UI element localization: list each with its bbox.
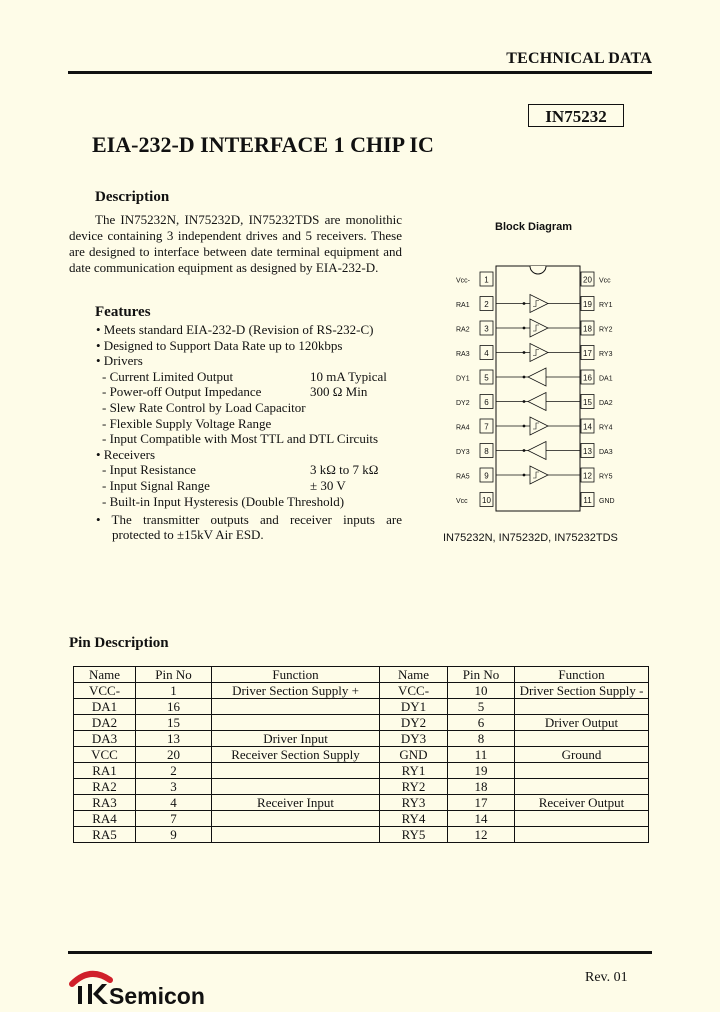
table-cell: RA1 — [74, 763, 136, 779]
table-cell — [515, 811, 649, 827]
table-cell — [212, 811, 380, 827]
receiver-buffer — [530, 319, 548, 337]
pin-number: 18 — [583, 324, 592, 334]
table-cell: DA3 — [74, 731, 136, 747]
description-text: The IN75232N, IN75232D, IN75232TDS are monolithic device containing 3 independent drives and 5 receivers. These are designed to interface between date terminal equipment and date communication equipment as designed by EIA-232-D. — [69, 212, 402, 275]
feature-text: - Slew Rate Control by Load Capacitor — [102, 399, 306, 415]
pin-label: DY3 — [456, 449, 470, 456]
pin-number: 19 — [583, 300, 592, 309]
pin-number: 1 — [484, 275, 489, 285]
pin-number: 8 — [484, 447, 489, 456]
feature-value: 300 Ω Min — [310, 384, 368, 400]
table-cell: Receiver Section Supply — [212, 747, 380, 763]
pin-label: RA4 — [456, 424, 470, 432]
pin-label: DA2 — [599, 400, 613, 407]
junction-dot — [523, 327, 526, 330]
table-row — [74, 683, 649, 699]
pin-number: 7 — [484, 422, 489, 432]
table-cell: DA2 — [74, 715, 136, 731]
table-cell — [212, 763, 380, 779]
pin-label: DA3 — [599, 449, 613, 456]
table-cell: Function — [212, 667, 380, 683]
pin-label: RY3 — [599, 351, 613, 358]
pin-number: 5 — [484, 373, 489, 383]
table-cell: 2 — [136, 763, 212, 779]
feature-text: - Input Resistance — [102, 462, 196, 478]
table-cell: VCC — [74, 747, 136, 763]
feature-item — [96, 338, 406, 354]
pin-number: 13 — [583, 447, 592, 456]
feature-item — [96, 494, 406, 510]
pin-label: Vcc — [599, 277, 611, 285]
table-cell: 17 — [448, 795, 515, 811]
block-diagram-caption: IN75232N, IN75232D, IN75232TDS — [443, 532, 618, 544]
table-cell — [212, 699, 380, 715]
junction-dot — [523, 376, 526, 379]
table-cell: DY2 — [380, 715, 448, 731]
block-diagram-title: Block Diagram — [495, 221, 573, 233]
header-rule — [68, 71, 652, 74]
receiver-buffer — [530, 417, 548, 435]
table-cell: Pin No — [448, 667, 515, 683]
features-heading: Features — [95, 304, 151, 320]
table-cell — [515, 699, 649, 715]
pin-label: RA2 — [456, 326, 470, 334]
table-cell: 6 — [448, 715, 515, 731]
pin-label: RY5 — [599, 473, 613, 481]
feature-value: 3 kΩ to 7 kΩ — [310, 462, 379, 478]
table-cell — [212, 779, 380, 795]
receiver-buffer — [530, 466, 548, 484]
pin-number: 4 — [484, 349, 489, 358]
table-cell: RA2 — [74, 779, 136, 795]
table-cell: RY5 — [380, 827, 448, 843]
table-cell: 11 — [448, 747, 515, 763]
pin-label: RY4 — [599, 424, 613, 432]
junction-dot — [523, 449, 526, 452]
logo-text: Semicon — [109, 983, 205, 1006]
table-cell: Name — [74, 667, 136, 683]
driver-buffer — [528, 442, 546, 460]
features-list — [96, 322, 406, 509]
driver-buffer — [528, 393, 546, 411]
junction-dot — [523, 425, 526, 428]
chip-notch — [530, 266, 546, 274]
junction-dot — [523, 400, 526, 403]
pin-number: 11 — [583, 496, 592, 505]
driver-buffer — [528, 368, 546, 386]
table-cell: VCC- — [74, 683, 136, 699]
pin-label: RY1 — [599, 302, 613, 309]
pin-number: 17 — [583, 349, 592, 358]
feature-item — [96, 322, 406, 338]
table-cell: 8 — [448, 731, 515, 747]
feature-item — [96, 400, 406, 416]
table-cell: 9 — [136, 827, 212, 843]
table-cell: DY1 — [380, 699, 448, 715]
feature-value: 10 mA Typical — [310, 368, 387, 384]
table-cell — [212, 827, 380, 843]
pin-number: 20 — [583, 275, 592, 285]
pin-description-heading: Pin Description — [69, 635, 169, 651]
table-row — [74, 795, 649, 811]
pin-number: 16 — [583, 373, 592, 383]
table-cell: DY3 — [380, 731, 448, 747]
table-cell: RA3 — [74, 795, 136, 811]
table-cell: Driver Section Supply - — [515, 683, 649, 699]
feature-text: • Receivers — [96, 446, 156, 462]
description-heading: Description — [95, 189, 170, 205]
pin-label: DY2 — [456, 400, 470, 407]
table-cell: 14 — [448, 811, 515, 827]
table-cell: 1 — [136, 683, 212, 699]
table-row — [74, 763, 649, 779]
feature-text: - Current Limited Output — [102, 368, 234, 384]
feature-text: - Power-off Output Impedance — [102, 384, 262, 400]
table-row — [74, 811, 649, 827]
table-cell: RY3 — [380, 795, 448, 811]
table-cell: Driver Input — [212, 731, 380, 747]
table-cell: 10 — [448, 683, 515, 699]
feature-text: • Meets standard EIA-232-D (Revision of RS-232-C) — [96, 322, 374, 337]
table-row — [74, 827, 649, 843]
table-cell: 15 — [136, 715, 212, 731]
pin-number: 2 — [484, 300, 489, 309]
pin-label: RY2 — [599, 326, 613, 334]
table-cell: RY2 — [380, 779, 448, 795]
company-logo — [68, 964, 258, 1006]
page-title: EIA-232-D INTERFACE 1 CHIP IC — [92, 132, 434, 157]
feature-text: - Built-in Input Hysteresis (Double Threshold) — [102, 493, 345, 509]
table-cell: RY4 — [380, 811, 448, 827]
pin-label: DA1 — [599, 375, 613, 383]
feature-text: • Designed to Support Data Rate up to 120kbps — [96, 337, 343, 353]
table-cell: Ground — [515, 747, 649, 763]
feature-item — [96, 353, 406, 369]
feature-item — [96, 431, 406, 447]
part-number-box: IN75232 — [528, 104, 624, 127]
receiver-buffer — [530, 344, 548, 362]
table-cell: 13 — [136, 731, 212, 747]
pin-label: Vcc- — [456, 277, 470, 285]
pin-label: RA5 — [456, 473, 470, 481]
feature-text: - Flexible Supply Voltage Range — [102, 415, 272, 431]
table-cell — [212, 715, 380, 731]
footer-rule — [68, 951, 652, 954]
table-cell: 5 — [448, 699, 515, 715]
feature-item — [96, 478, 406, 494]
pin-description-table — [73, 666, 649, 843]
feature-esd-line-2: protected to ±15kV Air ESD. — [112, 527, 264, 542]
table-row — [74, 731, 649, 747]
junction-dot — [523, 474, 526, 477]
table-row — [74, 715, 649, 731]
table-cell — [515, 827, 649, 843]
pin-label: GND — [599, 498, 615, 505]
pin-number: 9 — [484, 471, 489, 481]
table-cell: GND — [380, 747, 448, 763]
table-row — [74, 699, 649, 715]
feature-value: ± 30 V — [310, 477, 346, 493]
table-cell — [515, 731, 649, 747]
table-cell: 20 — [136, 747, 212, 763]
table-cell: Pin No — [136, 667, 212, 683]
table-cell: RA5 — [74, 827, 136, 843]
pin-number: 10 — [482, 496, 491, 505]
table-cell: 18 — [448, 779, 515, 795]
table-cell: 3 — [136, 779, 212, 795]
pin-label: Vcc — [456, 498, 468, 505]
receiver-buffer — [530, 295, 548, 313]
table-row — [74, 779, 649, 795]
pin-number: 14 — [583, 422, 592, 432]
block-diagram — [450, 252, 620, 512]
feature-item — [96, 462, 406, 478]
table-row — [74, 747, 649, 763]
table-cell: 16 — [136, 699, 212, 715]
table-cell: VCC- — [380, 683, 448, 699]
junction-dot — [523, 351, 526, 354]
table-cell: Receiver Output — [515, 795, 649, 811]
feature-esd-line-1: • The transmitter outputs and receiver inputs are — [96, 512, 402, 527]
table-cell: Function — [515, 667, 649, 683]
table-cell: Name — [380, 667, 448, 683]
table-cell: 12 — [448, 827, 515, 843]
table-cell: RA4 — [74, 811, 136, 827]
feature-text: • Drivers — [96, 353, 143, 369]
table-cell — [515, 763, 649, 779]
table-cell: DA1 — [74, 699, 136, 715]
table-cell: RY1 — [380, 763, 448, 779]
pin-number: 3 — [484, 324, 489, 334]
table-cell: Driver Output — [515, 715, 649, 731]
junction-dot — [523, 302, 526, 305]
feature-item — [96, 447, 406, 463]
table-cell: 4 — [136, 795, 212, 811]
table-cell: Driver Section Supply + — [212, 683, 380, 699]
feature-item — [96, 384, 406, 400]
feature-text: - Input Signal Range — [102, 477, 210, 493]
table-cell: 19 — [448, 763, 515, 779]
table-cell — [515, 779, 649, 795]
header-title: TECHNICAL DATA — [506, 50, 652, 67]
feature-item — [96, 369, 406, 385]
pin-label: RA1 — [456, 302, 470, 309]
table-cell: 7 — [136, 811, 212, 827]
table-header-row — [74, 667, 649, 683]
feature-text: - Input Compatible with Most TTL and DTL Circuits — [102, 431, 379, 447]
revision: Rev. 01 — [585, 970, 628, 985]
pin-number: 12 — [583, 471, 592, 481]
feature-item — [96, 416, 406, 432]
pin-number: 6 — [484, 398, 489, 407]
pin-label: DY1 — [456, 375, 470, 383]
table-cell: Receiver Input — [212, 795, 380, 811]
pin-label: RA3 — [456, 351, 470, 358]
pin-number: 15 — [583, 398, 592, 407]
